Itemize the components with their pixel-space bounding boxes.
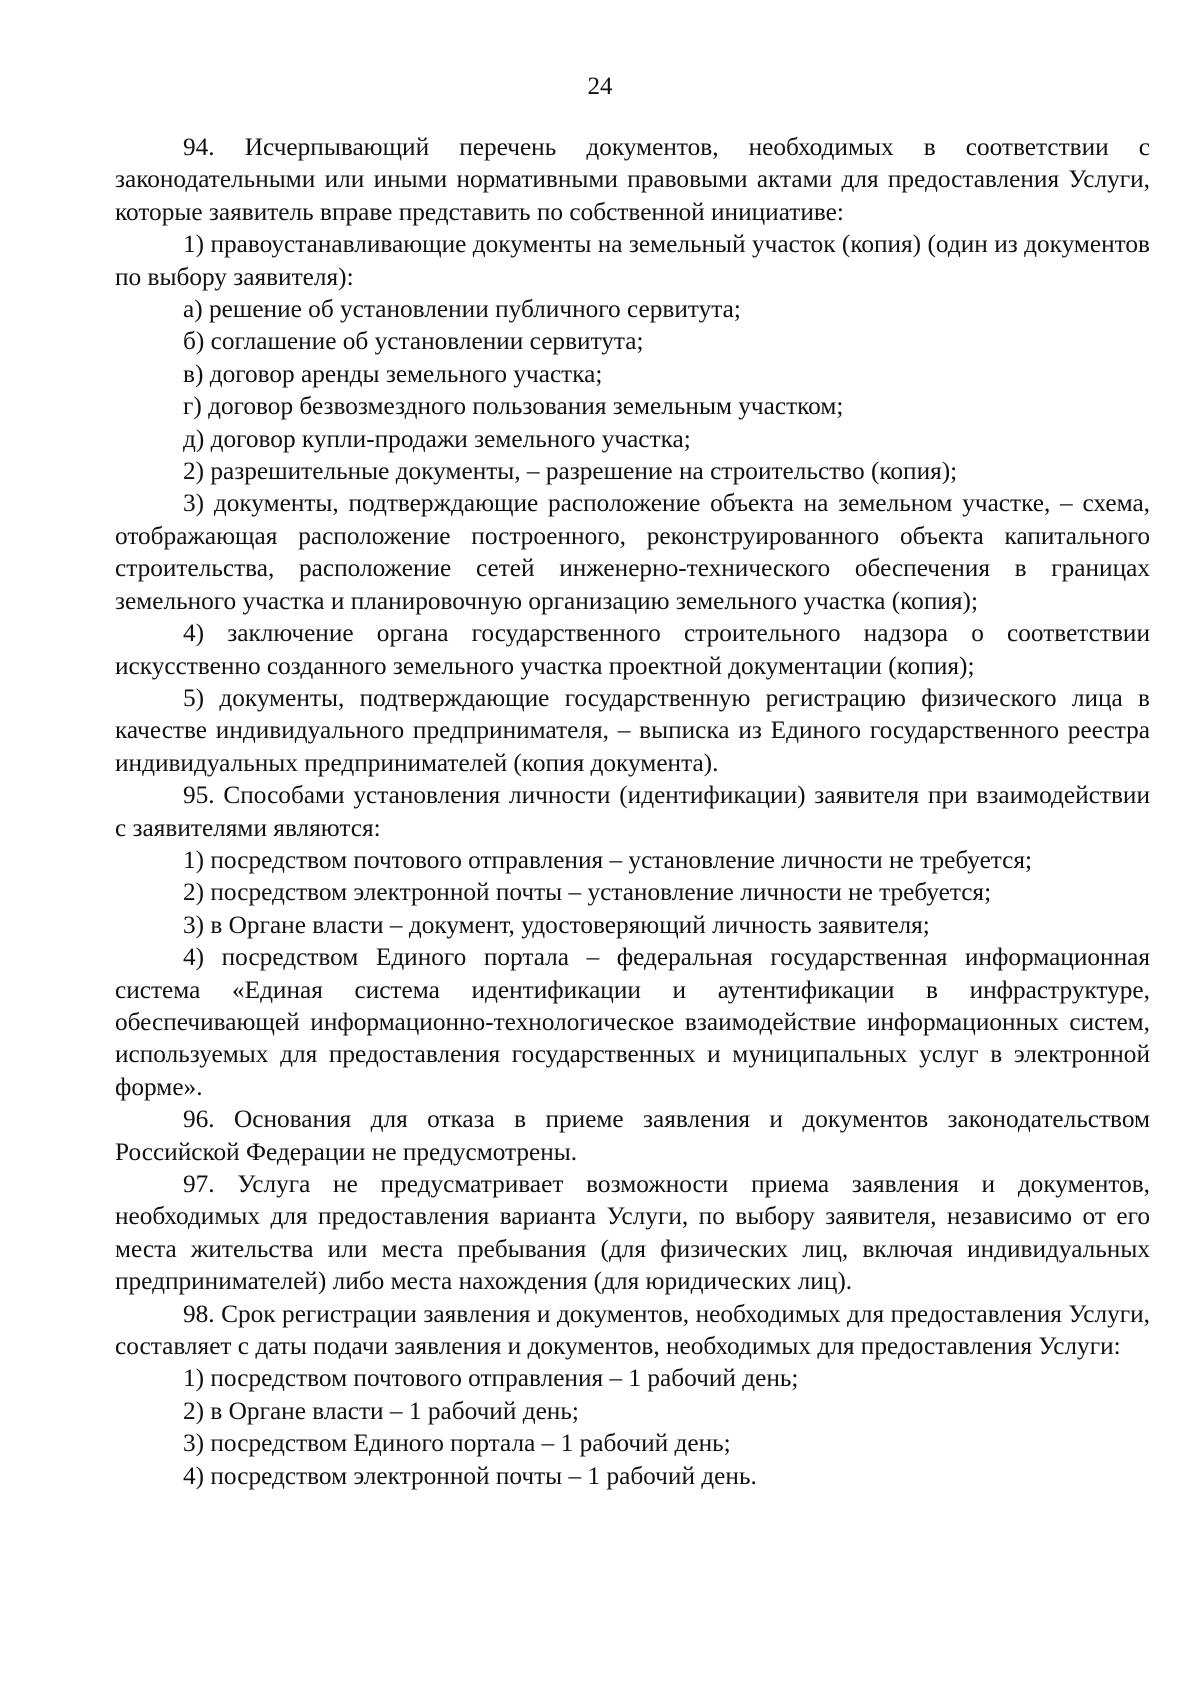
- paragraph-94-item-4: 4) заключение органа государственного строительного надзора о соответствии искусственно созданного земельного участка проектной документации (копия);: [115, 619, 1150, 680]
- paragraph-97: 97. Услуга не предусматривает возможности приема заявления и документов, необходимых для предоставления варианта Услуги, по выбору заявителя, независимо от его места жительства или места пребывания (для физических лиц, включая индивидуальных предпринимателей) либо места нахождения (для юридических лиц).: [115, 1170, 1150, 1296]
- paragraph-98-item-2: 2) в Органе власти – 1 рабочий день;: [183, 1396, 579, 1425]
- paragraph-94-item-1c: в) договор аренды земельного участка;: [183, 359, 603, 388]
- paragraph-94-item-1a: а) решение об установлении публичного сервитута;: [183, 295, 741, 324]
- paragraph-95: 95. Способами установления личности (идентификации) заявителя при взаимодействии с заявителями являются:: [115, 781, 1150, 842]
- paragraph-95-item-4: 4) посредством Единого портала – федеральная государственная информационная система «Единая система идентификации и аутентификации в инфраструктуре, обеспечивающей информационно-технологическое взаимодействие информационных систем, используемых для предоставления государственных и муниципальных услуг в электронной форме».: [115, 943, 1150, 1101]
- paragraph-94-item-3: 3) документы, подтверждающие расположение объекта на земельном участке, – схема, отображающая расположение построенного, реконструированного объекта капитального строительства, расположение сетей инженерно-технического обеспечения в границах земельного участка и планировочную организацию земельного участка (копия);: [115, 489, 1150, 615]
- paragraph-94-item-2: 2) разрешительные документы, – разрешение на строительство (копия);: [183, 457, 958, 486]
- paragraph-94-item-1e: д) договор купли-продажи земельного участка;: [183, 424, 691, 453]
- paragraph-94-item-5: 5) документы, подтверждающие государственную регистрацию физического лица в качестве индивидуального предпринимателя, – выписка из Единого государственного реестра индивидуальных предпринимателей (копия документа).: [115, 683, 1150, 777]
- document-body: [115, 131, 1150, 1492]
- paragraph-95-item-1: 1) посредством почтового отправления – установление личности не требуется;: [183, 845, 1033, 874]
- paragraph-94-item-1: 1) правоустанавливающие документы на земельный участок (копия) (один из документов по выбору заявителя):: [115, 230, 1150, 291]
- paragraph-98: 98. Срок регистрации заявления и документов, необходимых для предоставления Услуги, составляет с даты подачи заявления и документов, необходимых для предоставления Услуги:: [115, 1299, 1150, 1361]
- paragraph-95-item-3: 3) в Органе власти – документ, удостоверяющий личность заявителя;: [183, 910, 930, 939]
- paragraph-96: 96. Основания для отказа в приеме заявления и документов законодательством Российской Федерации не предусмотрены.: [115, 1105, 1150, 1166]
- paragraph-94-item-1b: б) соглашение об установлении сервитута;: [183, 327, 644, 356]
- paragraph-95-item-2: 2) посредством электронной почты – установление личности не требуется;: [183, 878, 992, 907]
- paragraph-98-item-1: 1) посредством почтового отправления – 1 рабочий день;: [183, 1364, 799, 1393]
- page-number: 24: [587, 73, 613, 100]
- paragraph-98-item-3: 3) посредством Единого портала – 1 рабочий день;: [183, 1429, 731, 1458]
- paragraph-98-item-4: 4) посредством электронной почты – 1 рабочий день.: [183, 1461, 757, 1490]
- paragraph-94: 94. Исчерпывающий перечень документов, необходимых в соответствии с законодательными или иными нормативными правовыми актами для предоставления Услуги, которые заявитель вправе представить по собственной инициативе:: [115, 133, 1150, 226]
- paragraph-94-item-1d: г) договор безвозмездного пользования земельным участком;: [183, 392, 844, 421]
